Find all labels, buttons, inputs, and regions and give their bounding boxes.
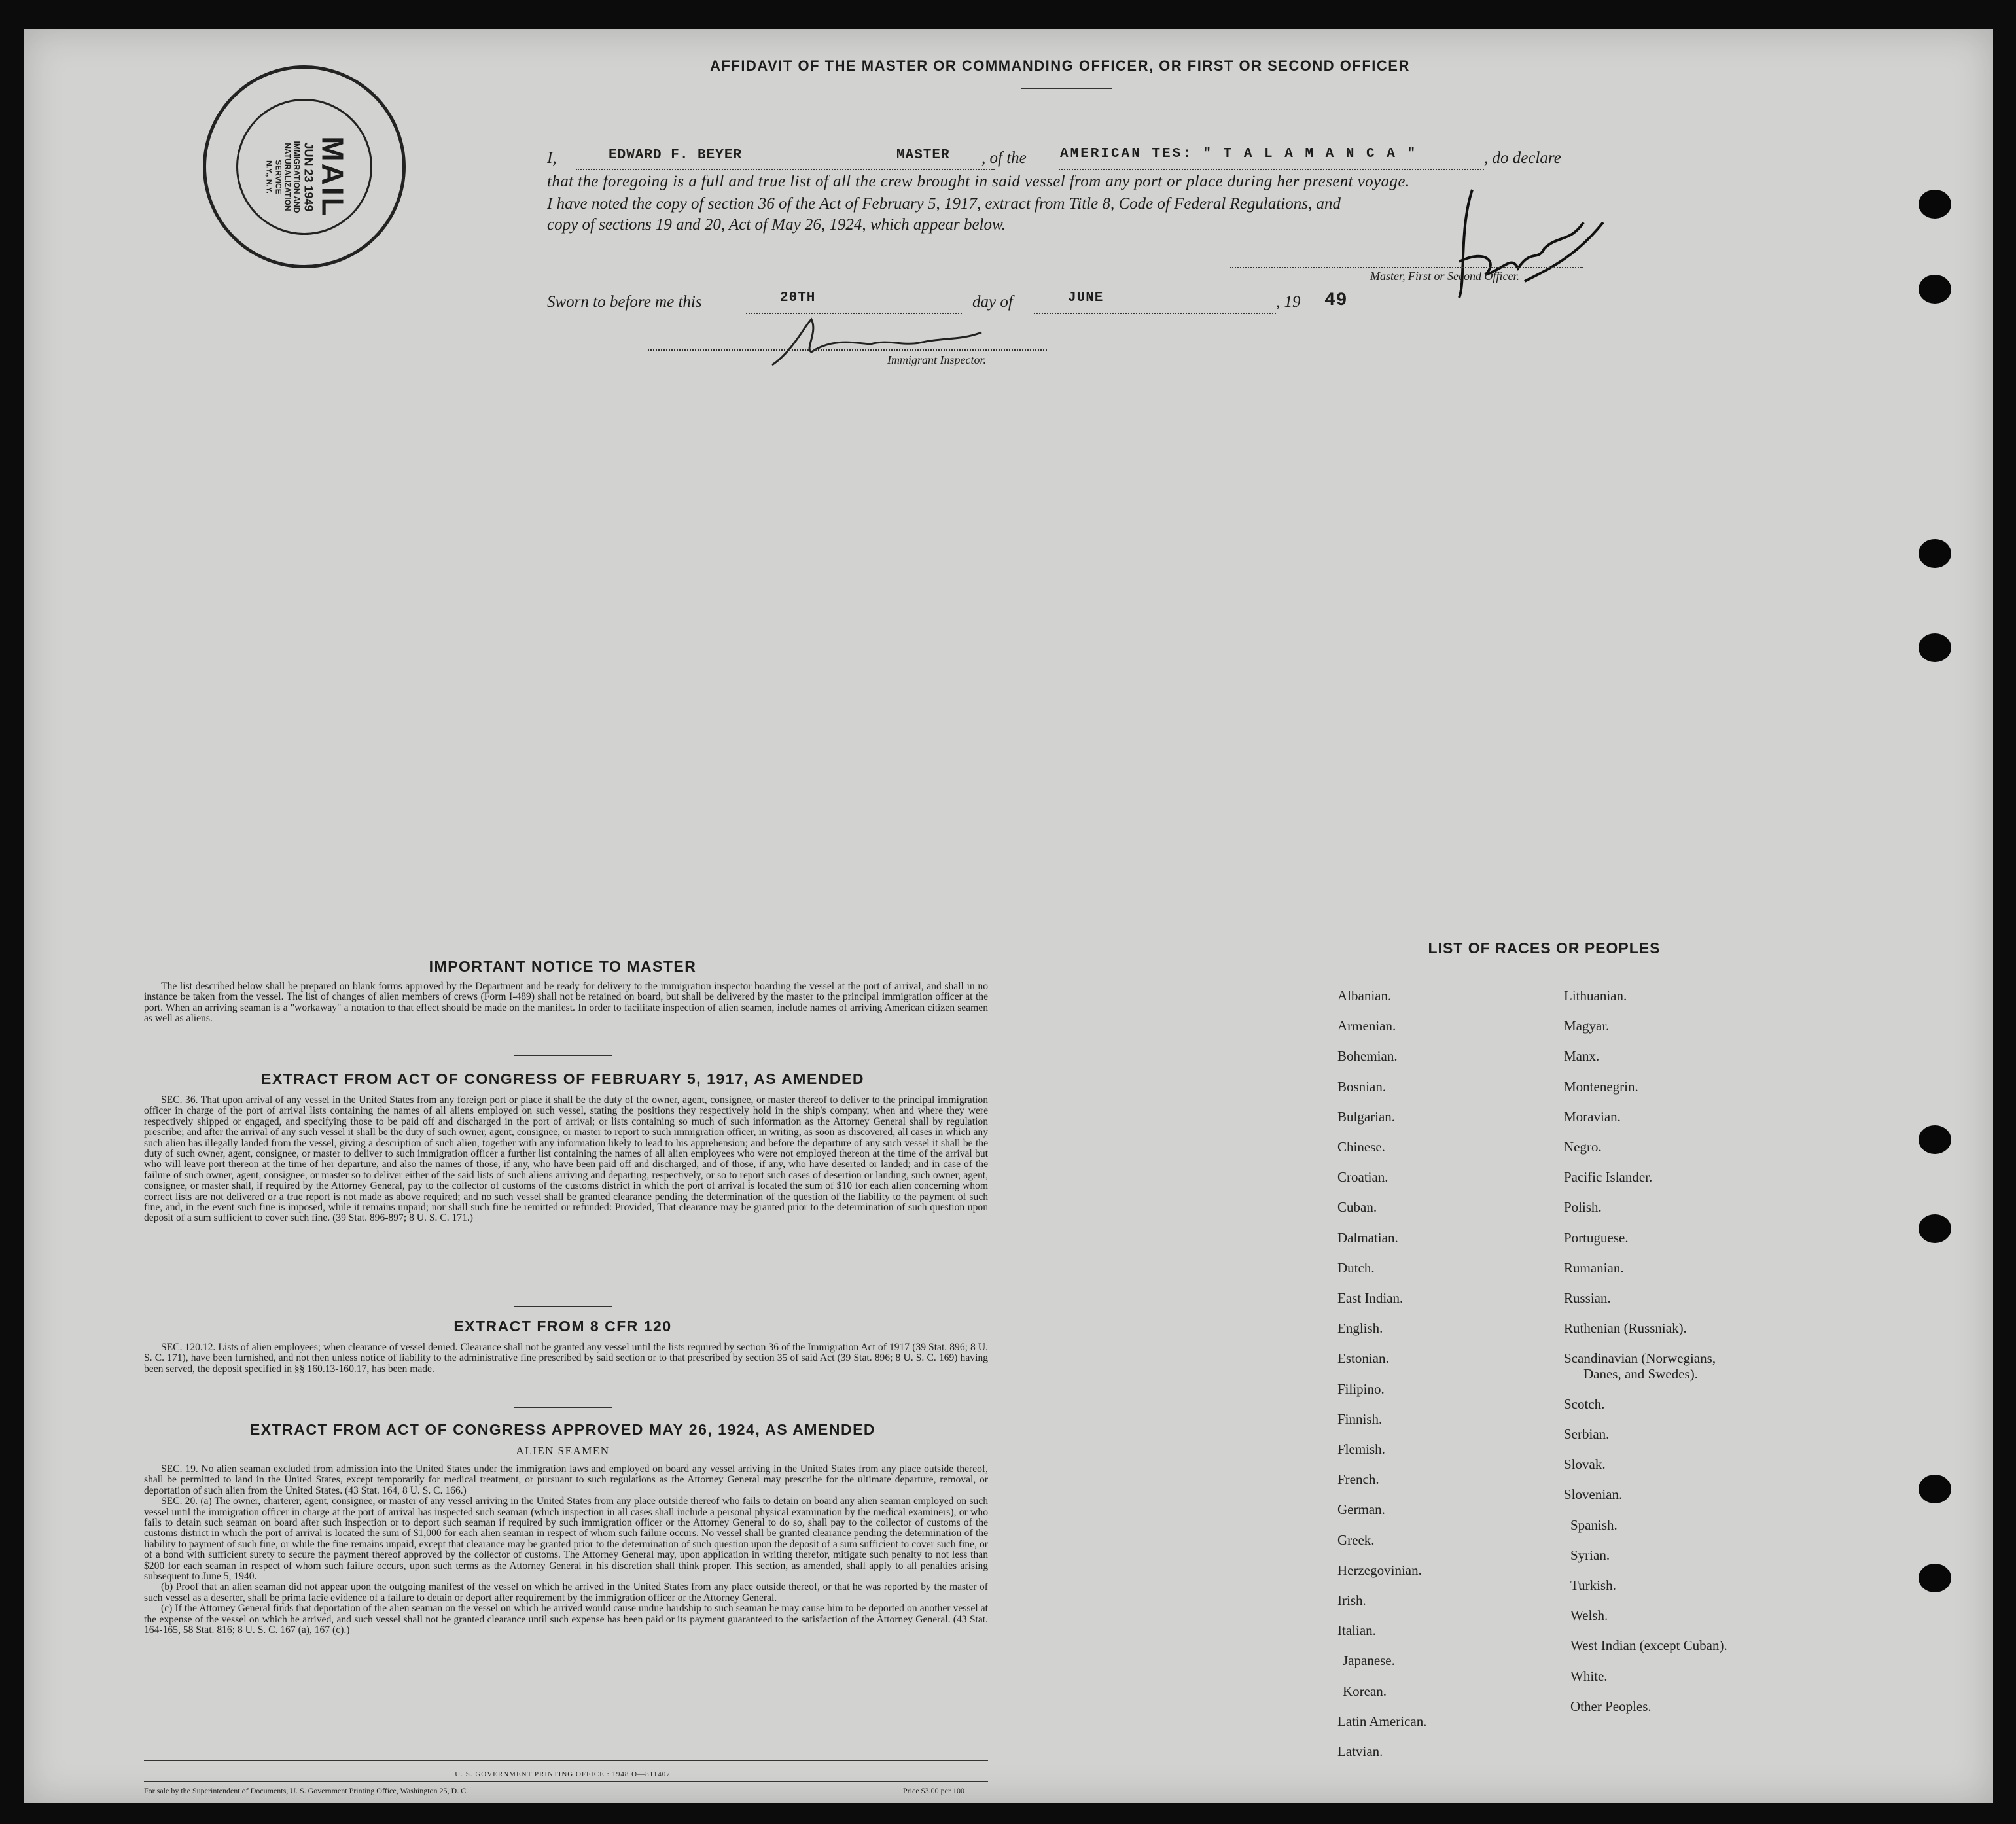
race-item: Rumanian. bbox=[1564, 1259, 1624, 1276]
master-signature-line bbox=[1230, 256, 1583, 268]
race-item: German. bbox=[1337, 1501, 1385, 1518]
stamp-agency: IMMIGRATION AND NATURALIZATION SERVICE bbox=[274, 141, 302, 213]
race-item: Magyar. bbox=[1564, 1018, 1610, 1034]
stamp-text bbox=[265, 128, 351, 226]
punch-hole bbox=[1919, 1564, 1951, 1592]
race-item: Moravian. bbox=[1564, 1108, 1621, 1125]
race-item: Italian. bbox=[1337, 1622, 1376, 1639]
year-prefix: , 19 bbox=[1276, 293, 1301, 311]
section-rule bbox=[514, 1055, 612, 1056]
stamp-location: N.Y., N.Y. bbox=[264, 160, 274, 194]
race-item: Manx. bbox=[1564, 1048, 1600, 1064]
race-item: Welsh. bbox=[1570, 1607, 1608, 1624]
section-rule bbox=[514, 1407, 612, 1408]
master-signature bbox=[1446, 183, 1616, 307]
extract-cfr-title: EXTRACT FROM 8 CFR 120 bbox=[453, 1318, 672, 1335]
stamp-mail: MAIL bbox=[315, 136, 350, 218]
race-item: Other Peoples. bbox=[1570, 1698, 1652, 1714]
race-item: Flemish. bbox=[1337, 1441, 1385, 1457]
mail-stamp bbox=[203, 65, 406, 268]
affidavit-line-2: that the foregoing is a full and true list of all the crew brought in said vessel from any port or place during her present voyage. bbox=[547, 173, 1410, 190]
printing-office: U. S. GOVERNMENT PRINTING OFFICE : 1948 O—811407 bbox=[455, 1770, 671, 1778]
year-value: 49 bbox=[1324, 290, 1348, 311]
extract-1917-text: SEC. 36. That upon arrival of any vessel in the United States from any foreign port or place it shall be the duty of the owner, agent, consignee, or master thereof to deliver to the principal immigration officer in charge of the port of arrival lists containing the names of all aliens employed on such vessel, stating the positions they respectively hold in the ship's company, when and where they were respectively shipped or engaged, and specifying those to be paid off and discharged in the port of arrival; or lists containing so much of such information as the Attorney General shall by regulation prescribe; and after the arrival of any such vessel it shall be the duty of such owner, agent, consignee, or master to report to such immigration officer, in writing, as soon as discovered, all cases in which any such alien has illegally landed from the vessel, giving a description of such alien, together with any information likely to lead to his apprehension; and before the departure of any such vessel it shall be the duty of such owner, agent, consignee, or master to deliver to such immigration officer a further list containing the names of all alien employees who were not employed thereon at the time of the arrival but who will leave port thereon at the time of her departure, and also the names of those, if any, who have been paid off and discharged, and of those, if any, who have deserted or landed; and in case of the failure of such owner, agent, consignee, or master so to deliver either of the said lists of such aliens arriving and departing, respectively, or so to report such cases of desertion or landing, such owner, agent, consignee, or master shall, if required by the Attorney General, pay to the collector of customs of the customs district in which the port of arrival is located the sum of $10 for each alien concerning whom correct lists are not delivered or a true report is not made as above required; and no such vessel shall be granted clearance pending the determination of the question of the liability to the payment of such fine, and, in the event such fine is imposed, while it remains unpaid; nor shall such fine be remitted or refunded: Provided, That clearance may be granted prior to the determination of such question upon deposit of a sum sufficient to cover such fine. (39 Stat. 896-897; 8 U. S. C. 171.) bbox=[144, 1095, 988, 1224]
affidavit-i: I, bbox=[547, 149, 557, 167]
section-20b: (b) Proof that an alien seaman did not appear upon the outgoing manifest of the vessel on which he arrived in the United States from any place outside thereof, or that he was reported by the master of such vessel as a deserter, shall be prima facie evidence of a failure to detain or deport after requirement by the immigration officer or the Attorney General. bbox=[144, 1581, 988, 1604]
punch-hole bbox=[1919, 1125, 1951, 1154]
races-title: LIST OF RACES OR PEOPLES bbox=[1428, 939, 1661, 956]
race-item: Ruthenian (Russniak). bbox=[1564, 1320, 1687, 1337]
inspector-signature-line bbox=[648, 340, 1047, 351]
race-item: Montenegrin. bbox=[1564, 1078, 1638, 1095]
race-item: Herzegovinian. bbox=[1337, 1562, 1422, 1578]
race-item: Portuguese. bbox=[1564, 1229, 1629, 1246]
day-of-text: day of bbox=[972, 293, 1013, 311]
footer-rule bbox=[144, 1781, 988, 1782]
race-item: Bulgarian. bbox=[1337, 1108, 1396, 1125]
punch-hole bbox=[1919, 190, 1951, 219]
affidavit-line-3: I have noted the copy of section 36 of the Act of February 5, 1917, extract from Title 8, Code of Federal Regulations, and bbox=[547, 195, 1341, 213]
stamp-date: JUN 23 1949 bbox=[302, 142, 315, 212]
footer-rule-top bbox=[144, 1760, 988, 1761]
punch-hole bbox=[1919, 275, 1951, 304]
footer-sale-text: For sale by the Superintendent of Documents, U. S. Government Printing Office, Washington 25, D. C. bbox=[144, 1786, 469, 1795]
inspector-label: Immigrant Inspector. bbox=[887, 353, 986, 366]
race-item: Turkish. bbox=[1570, 1577, 1616, 1593]
race-item: Armenian. bbox=[1337, 1018, 1396, 1034]
punch-hole bbox=[1919, 1475, 1951, 1503]
race-item: Bosnian. bbox=[1337, 1078, 1387, 1095]
master-name: EDWARD F. BEYER bbox=[609, 148, 743, 163]
day-value: 20TH bbox=[780, 290, 816, 306]
race-item: Irish. bbox=[1337, 1592, 1366, 1608]
race-item: English. bbox=[1337, 1320, 1383, 1337]
footer-price: Price $3.00 per 100 bbox=[903, 1786, 964, 1795]
race-item: Scandinavian (Norwegians, bbox=[1564, 1350, 1716, 1367]
do-declare-text: , do declare bbox=[1484, 149, 1561, 167]
extract-1924-title: EXTRACT FROM ACT OF CONGRESS APPROVED MAY 26, 1924, AS AMENDED bbox=[249, 1421, 876, 1438]
race-item: Cuban. bbox=[1337, 1199, 1377, 1216]
extract-1917-title: EXTRACT FROM ACT OF CONGRESS OF FEBRUARY 5, 1917, AS AMENDED bbox=[261, 1070, 864, 1087]
race-item: Syrian. bbox=[1570, 1547, 1610, 1563]
vessel-name: AMERICAN TES: " T A L A M A N C A " bbox=[1060, 147, 1418, 162]
master-rank: MASTER bbox=[896, 148, 950, 163]
race-item: Japanese. bbox=[1343, 1653, 1395, 1669]
of-the-text: , of the bbox=[981, 149, 1027, 167]
important-notice-text: The list described below shall be prepared on blank forms approved by the Department and be ready for delivery to the immigration inspector boarding the vessel at the port of arrival, and shall in no instance be taken from the vessel. The list of changes of alien members of crews (Form I-489) shall not be retained on board, but shall be delivered by the master to the principal immigration officer at the port. When an arriving seaman is a "workaway" a notation to that effect should be made on the manifest. In order to facilitate inspection of alien seamen, include names of arriving American citizen seamen as well as aliens. bbox=[144, 981, 988, 1025]
important-notice-title: IMPORTANT NOTICE TO MASTER bbox=[429, 958, 697, 975]
sworn-text: Sworn to before me this bbox=[547, 293, 702, 311]
race-item: Dutch. bbox=[1337, 1259, 1375, 1276]
race-item: Finnish. bbox=[1337, 1411, 1383, 1427]
master-label: Master, First or Second Officer. bbox=[1370, 270, 1519, 283]
race-item: Korean. bbox=[1343, 1683, 1387, 1699]
race-item: Croatian. bbox=[1337, 1169, 1388, 1185]
section-20a: SEC. 20. (a) The owner, charterer, agent, consignee, or master of any vessel arriving in the United States from any place outside thereof who fails to detain on board any alien seaman employed on such vessel until the immigration officer in charge at the port of arrival has inspected such seaman (which inspection in all cases shall include a personal physical examination by the medical examiners), or who fails to detain such seaman on board after such inspection or to deport such seaman if required by such immigration officer or the Attorney General to do so, shall pay to the collector of customs of the customs district in which the port of arrival is located the sum of $1,000 for each alien seaman in respect of whom such failure occurs. No vessel shall be granted clearance pending the determination of the liability to payment of such fine, or while the fine remains unpaid, except that clearance may be granted prior to the determination of such question upon the deposit of a sum sufficient to cover such fine, or of a bond with sufficient surety to secure the payment thereof approved by the collector of customs. The Attorney General may, upon application in writing therefor, mitigate such penalty to not less than $200 for each seaman in respect of whom such failure occurs, upon such terms as the Attorney General in his discretion shall think proper. This section, as amended, shall apply to all penalties arising subsequent to June 5, 1940. bbox=[144, 1496, 988, 1583]
punch-hole bbox=[1919, 1214, 1951, 1243]
race-item: White. bbox=[1570, 1668, 1608, 1684]
race-item: Albanian. bbox=[1337, 988, 1392, 1004]
race-item: Scotch. bbox=[1564, 1395, 1605, 1412]
race-item: Dalmatian. bbox=[1337, 1229, 1398, 1246]
race-item: Spanish. bbox=[1570, 1517, 1618, 1533]
race-item: Russian. bbox=[1564, 1290, 1611, 1306]
race-item: Slovenian. bbox=[1564, 1486, 1623, 1503]
race-item: Latvian. bbox=[1337, 1744, 1383, 1759]
race-item: Latin American. bbox=[1337, 1713, 1427, 1729]
race-item: East Indian. bbox=[1337, 1290, 1404, 1306]
section-20c: (c) If the Attorney General finds that deportation of the alien seaman on the vessel on which he arrived would cause undue hardship to such seaman he may cause him to be deported on another vessel at the expense of the vessel on which he arrived, and such vessel shall not be granted clearance until such expense has been paid or its payment guaranteed to the satisfaction of the Attorney General. (43 Stat. 164-165, 58 Stat. 816; 8 U. S. C. 167 (a), 167 (c).) bbox=[144, 1603, 988, 1636]
race-item: Estonian. bbox=[1337, 1350, 1389, 1367]
race-item: Serbian. bbox=[1564, 1426, 1610, 1442]
race-item: Danes, and Swedes). bbox=[1583, 1365, 1698, 1382]
race-item: Chinese. bbox=[1337, 1139, 1385, 1155]
race-item: Bohemian. bbox=[1337, 1048, 1398, 1064]
punch-hole bbox=[1919, 633, 1951, 662]
extract-1924-text bbox=[144, 1464, 988, 1636]
race-item: West Indian (except Cuban). bbox=[1570, 1638, 1727, 1654]
race-item: Slovak. bbox=[1564, 1456, 1606, 1473]
race-item: Negro. bbox=[1564, 1139, 1602, 1155]
punch-hole bbox=[1919, 539, 1951, 568]
title-rule bbox=[1021, 88, 1112, 89]
month-value: JUNE bbox=[1068, 290, 1104, 306]
extract-cfr-text: SEC. 120.12. Lists of alien employees; when clearance of vessel denied. Clearance shall not be granted any vessel until the lists required by section 36 of the Immigration Act of 1917 (39 Stat. 896; 8 U. S. C. 171), have been furnished, and not then unless notice of liability to the administrative fine prescribed by said section or to that prescribed by section 35 of said Act (39 Stat. 896; 8 U. S. C. 169) having been served, the deposit specified in §§ 160.13-160.17, has been made. bbox=[144, 1342, 988, 1375]
race-item: Filipino. bbox=[1337, 1380, 1385, 1397]
alien-seamen-subtitle: ALIEN SEAMEN bbox=[516, 1445, 610, 1457]
race-item: Pacific Islander. bbox=[1564, 1169, 1653, 1185]
section-19: SEC. 19. No alien seaman excluded from admission into the United States under the immigration laws and employed on board any vessel arriving in the United States from any place outside thereof, shall be permitted to land in the United States, except temporarily for medical treatment, or pursuant to such regulations as the Attorney General may prescribe for the ultimate departure, removal, or deportation of such alien from the United States. (43 Stat. 164, 8 U. S. C. 166.) bbox=[144, 1464, 988, 1496]
race-item: Greek. bbox=[1337, 1532, 1375, 1548]
affidavit-title: AFFIDAVIT OF THE MASTER OR COMMANDING OFFICER, OR FIRST OR SECOND OFFICER bbox=[710, 58, 1410, 74]
race-item: Lithuanian. bbox=[1564, 988, 1627, 1004]
day-field bbox=[746, 296, 962, 314]
affidavit-line-4: copy of sections 19 and 20, Act of May 26, 1924, which appear below. bbox=[547, 216, 1006, 234]
race-item: French. bbox=[1337, 1471, 1379, 1488]
section-rule bbox=[514, 1306, 612, 1307]
race-item: Polish. bbox=[1564, 1199, 1602, 1216]
